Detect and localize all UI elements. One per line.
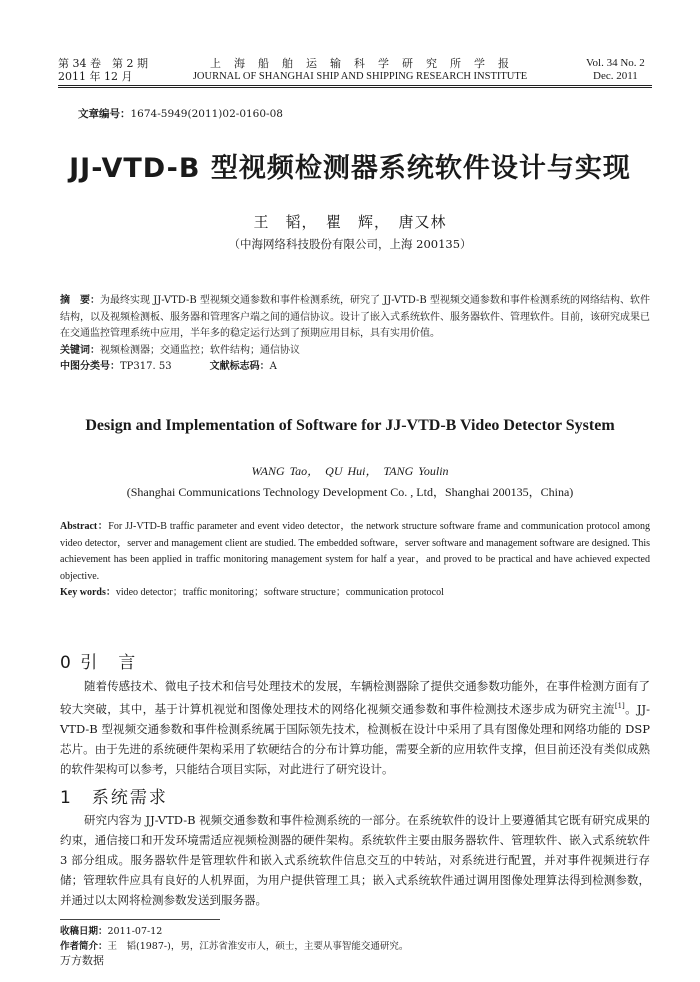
- header-journal-en: JOURNAL OF SHANGHAI SHIP AND SHIPPING RESEARCH INSTITUTE: [192, 71, 528, 82]
- section-0-paragraph: [60, 676, 650, 779]
- footnote: [60, 924, 650, 954]
- keywords-cn: [60, 343, 650, 360]
- header-date-cn: 2011 年 12 月: [58, 70, 133, 83]
- doc-code-value: A: [269, 361, 277, 372]
- section-0-text-a: 随着传感技术、微电子技术和信号处理技术的发展，车辆检测器除了提供交通参数功能外，在事件检测方面有了较大突破，其中，基于计算机视觉和图像处理技术的网络化视频交通参数和事件检测技术逐步成为研究主流: [60, 679, 650, 716]
- abstract-en-body: [60, 519, 650, 585]
- abstract-cn-text: 为最终实现 JJ-VTD-B 型视频交通参数和事件检测系统，研究了 JJ-VTD-B 型视频交通参数和事件检测系统的网络结构、软件结构，以及视频检测板、服务器和管理客户端之间的通信协议。设计了嵌入式系统软件、服务器软件、管理软件。目前，该研究成果已在交通监控管理系统中应用，半年多的稳定运行达到了预期应用目标，具有实用价值。: [60, 295, 651, 339]
- citation-1: [1]: [614, 702, 625, 710]
- doc-code-label: 文献标志码：: [209, 361, 270, 372]
- keywords-cn-text: 视频检测器；交通监控；软件结构；通信协议: [100, 344, 300, 356]
- keywords-en-text: video detector；traffic monitoring；software structure；communication protocol: [115, 587, 444, 598]
- abstract-cn-label: 摘 要：: [60, 295, 101, 306]
- article-number: [78, 106, 283, 121]
- section-0-text-b: 。JJ-VTD-B 型视频交通参数和事件检测系统属于国际领先技术，检测板在设计中采用了具有图像处理和网络功能的 DSP 芯片。由于先进的系统硬件架构采用了软硬结合的分布计算功能，需要全新的应用软件支撑，但目前还没有类似成熟的软件架构可以参考，只能结合项目实际，对此进行了研究设计。: [60, 701, 650, 776]
- section-1-heading: 1 系统需求: [60, 788, 168, 808]
- keywords-en: [60, 585, 650, 602]
- keywords-cn-label: 关键词：: [60, 344, 100, 356]
- abstract-en-text: For JJ-VTD-B traffic parameter and event video detector，the network structure software frame and communication protocol among video detector，server and management client are studied. The embedded software，server software and management software are designed. This achievement has been applied in traffic monitoring management system for half a year，and proved to be practical and have achieved expected objective.: [60, 521, 650, 582]
- section-1-paragraph: 研究内容为 JJ-VTD-B 视频交通参数和事件检测系统的一部分。在系统软件的设计上要遵循其它既有研究成果的约束，通信接口和开发环境需适应视频检测器的硬件架构。系统软件主要由服务器软件、管理软件、嵌入式系统软件 3 部分组成。服务器软件是管理软件和嵌入式系统软件信息交互的中转站，对系统进行配置，并对事件视频进行存储；管理软件应具有良好的人机界面，为用户提供管理工具；嵌入式系统软件通过调用图像处理算法得到检测参数，并通过以太网将检测参数发送到服务器。: [60, 813, 650, 907]
- affiliation-en: (Shanghai Communications Technology Development Co. , Ltd，Shanghai 200135，China): [126, 485, 574, 499]
- abstract-cn-body: [60, 293, 650, 343]
- header-volume-cn: 第 34 卷 第 2 期: [58, 57, 148, 70]
- section-0-heading: 0 引 言: [60, 653, 138, 673]
- authors-en: WANG Tao， QU Hui， TANG Youlin: [251, 464, 449, 478]
- header-journal-cn: 上 海 船 舶 运 输 科 学 研 究 所 学 报: [210, 57, 510, 70]
- received-value: 2011-07-12: [107, 926, 163, 937]
- abstract-en: [60, 519, 650, 602]
- author-bio-text: 王 韬(1987-)，男，江苏省淮安市人，硕士，主要从事智能交通研究。: [107, 941, 409, 952]
- classification-line: [60, 359, 650, 376]
- clc-label: 中图分类号：: [60, 361, 120, 372]
- header-date-en: Dec. 2011: [593, 70, 638, 82]
- affiliation-cn: （中海网络科技股份有限公司，上海 200135）: [228, 237, 472, 251]
- title-en: Design and Implementation of Software for JJ-VTD-B Video Detector System: [85, 417, 615, 434]
- article-number-value: 1674-5949(2011)02-0160-08: [130, 108, 283, 120]
- footnote-rule: [60, 919, 220, 920]
- clc-value: TP317. 53: [120, 361, 172, 372]
- abstract-en-label: Abstract：: [60, 521, 109, 532]
- abstract-cn: [60, 293, 650, 376]
- watermark: 万方数据: [60, 954, 104, 967]
- received-date: [60, 924, 650, 939]
- article-number-label: 文章编号：: [78, 108, 131, 120]
- received-label: 收稿日期：: [60, 926, 108, 937]
- keywords-en-label: Key words：: [60, 587, 116, 598]
- author-bio: [60, 939, 650, 954]
- title-cn: JJ-VTD-B 型视频检测器系统软件设计与实现: [69, 153, 631, 184]
- authors-cn: 王 韬， 瞿 辉， 唐又林: [253, 213, 447, 231]
- header-volume-en: Vol. 34 No. 2: [586, 57, 645, 69]
- header-rule-2: [58, 87, 652, 88]
- header-rule: [58, 85, 652, 86]
- author-bio-label: 作者简介：: [60, 941, 108, 952]
